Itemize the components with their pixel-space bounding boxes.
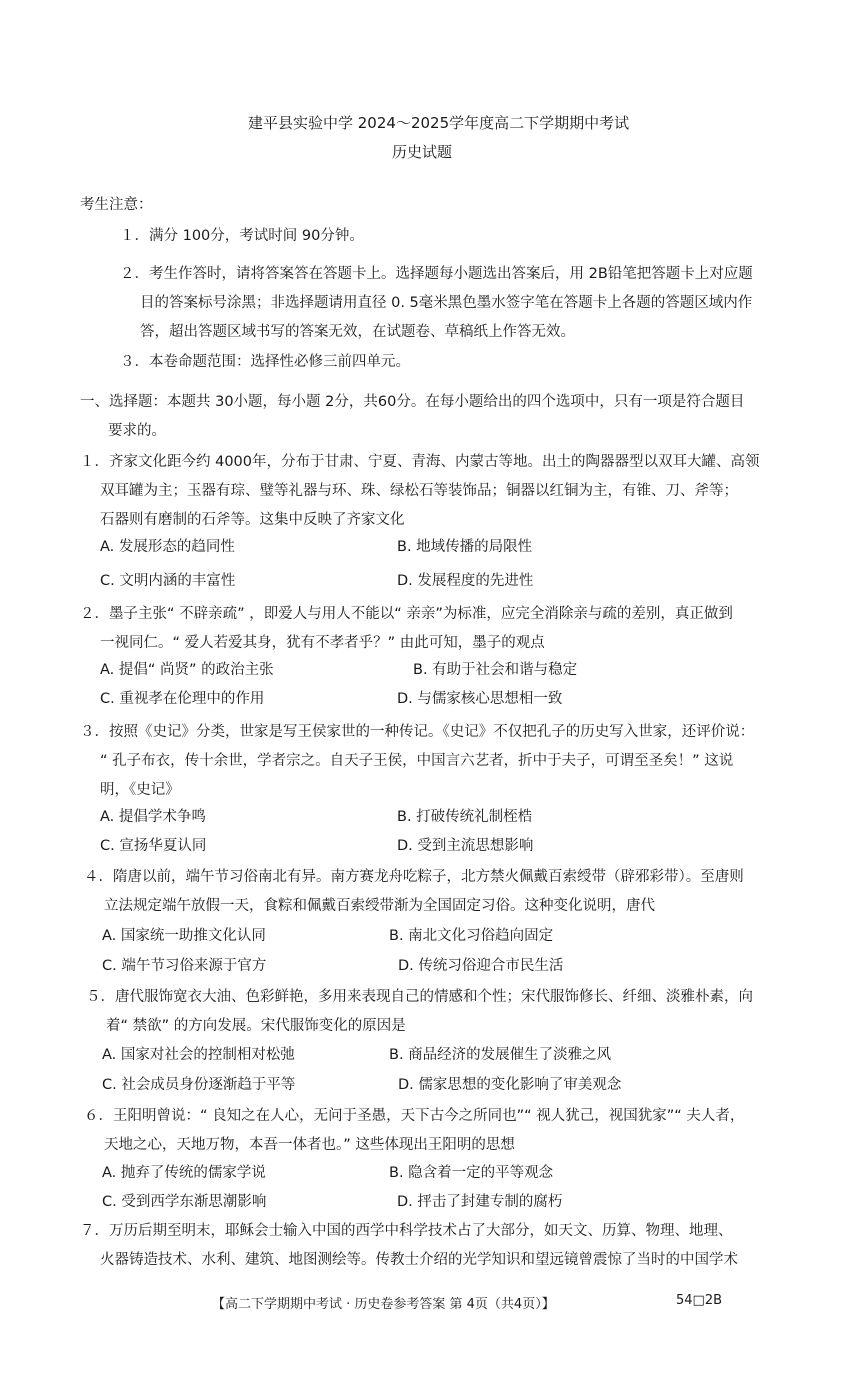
question-6-option-b[interactable]: B. 隐含着一定的平等观念 bbox=[389, 1165, 554, 1181]
question-6-stem-line-2: 天地之心，天地万物，本吾一体者也。” 这些体现出王阳明的思想 bbox=[104, 1137, 515, 1153]
question-5-stem-line-2: 着“ 禁欲” 的方向发展。宋代服饰变化的原因是 bbox=[106, 1018, 406, 1034]
question-6-option-a[interactable]: A. 抛弃了传统的儒家学说 bbox=[102, 1165, 266, 1181]
question-5-option-a[interactable]: A. 国家对社会的控制相对松弛 bbox=[102, 1047, 295, 1063]
question-5-option-d[interactable]: D. 儒家思想的变化影响了审美观念 bbox=[398, 1077, 622, 1093]
question-4-option-c[interactable]: C. 端午节习俗来源于官方 bbox=[102, 958, 267, 974]
exam-title: 建平县实验中学 2024～2025学年度高二下学期期中考试 bbox=[248, 114, 630, 132]
notice-item-3: ３．本卷命题范围：选择性必修三前四单元。 bbox=[120, 354, 410, 370]
question-7-stem-line-2: 火器铸造技术、水利、建筑、地图测绘等。传教士介绍的光学知识和望远镜曾震惊了当时的中国学术 bbox=[100, 1252, 738, 1268]
page-footer: 【高二下学期期中考试 · 历史卷参考答案 第 4页（共4页）】 bbox=[212, 1297, 555, 1312]
question-6-option-c[interactable]: C. 受到西学东渐思潮影响 bbox=[102, 1194, 267, 1210]
question-5-option-c[interactable]: C. 社会成员身份逐渐趋于平等 bbox=[102, 1077, 296, 1093]
question-2-option-a[interactable]: A. 提倡“ 尚贤” 的政治主张 bbox=[100, 662, 274, 678]
paper-code: 54□2B bbox=[676, 1293, 723, 1308]
question-3-option-a[interactable]: A. 提倡学术争鸣 bbox=[100, 809, 206, 825]
question-2-stem-line-2: 一视同仁。“ 爱人若爱其身，犹有不孝者乎？” 由此可知，墨子的观点 bbox=[100, 635, 545, 651]
question-4-option-d[interactable]: D. 传统习俗迎合市民生活 bbox=[398, 958, 564, 974]
question-5-option-b[interactable]: B. 商品经济的发展催生了淡雅之风 bbox=[389, 1047, 612, 1063]
question-1-option-a[interactable]: A. 发展形态的趋同性 bbox=[100, 539, 235, 555]
question-3-option-d[interactable]: D. 受到主流思想影响 bbox=[397, 838, 534, 854]
section-heading-line-2: 要求的。 bbox=[108, 423, 166, 439]
subject-title: 历史试题 bbox=[392, 143, 453, 161]
question-1-stem-line-2: 双耳罐为主；玉器有琮、璧等礼器与环、珠、绿松石等装饰品；铜器以红铜为主，有锥、刀、斧等； bbox=[100, 483, 738, 499]
question-4-stem-line-2: 立法规定端午放假一天，食粽和佩戴百索绶带渐为全国固定习俗。这种变化说明，唐代 bbox=[104, 898, 655, 914]
question-4-option-b[interactable]: B. 南北文化习俗趋向固定 bbox=[389, 928, 554, 944]
question-1-stem-line-1: １．齐家文化距今约 4000年，分布于甘肃、宁夏、青海、内蒙古等地。出土的陶器器型以双耳大罐、高领 bbox=[80, 454, 760, 470]
question-3-stem-line-1: ３．按照《史记》分类，世家是写王侯家世的一种传记。《史记》不仅把孔子的历史写入世家，还评价说： bbox=[80, 724, 755, 740]
question-3-stem-line-2: “ 孔子布衣，传十余世，学者宗之。自天子王侯，中国言六艺者，折中于夫子，可谓至圣矣！” 这说 bbox=[100, 753, 734, 769]
notice-item-2-line-2: 目的答案标号涂黑；非选择题请用直径 0. 5毫米黑色墨水签字笔在答题卡上各题的答题区域内作 bbox=[140, 295, 753, 311]
question-2-option-d[interactable]: D. 与儒家核心思想相一致 bbox=[397, 691, 563, 707]
question-2-stem-line-1: ２．墨子主张“ 不辟亲疏” ，即爱人与用人不能以“ 亲亲”为标准，应完全消除亲与疏的差别，真正做到 bbox=[80, 606, 733, 622]
question-4-stem-line-1: ４．隋唐以前，端午节习俗南北有异。南方赛龙舟吃粽子，北方禁火佩戴百索绶带（辟邪彩带）。至唐则 bbox=[84, 869, 744, 885]
question-1-option-d[interactable]: D. 发展程度的先进性 bbox=[397, 573, 534, 589]
notice-item-2-line-1: ２．考生作答时，请将答案答在答题卡上。选择题每小题选出答案后，用 2B铅笔把答题卡上对应题 bbox=[120, 266, 753, 282]
question-5-stem-line-1: ５．唐代服饰宽衣大油、色彩鲜艳，多用来表现自己的情感和个性；宋代服饰修长、纤细、淡雅朴素，向 bbox=[86, 989, 753, 1005]
question-1-option-b[interactable]: B. 地域传播的局限性 bbox=[397, 539, 533, 555]
question-1-stem-line-3: 石器则有磨制的石斧等。这集中反映了齐家文化 bbox=[100, 512, 405, 528]
notice-item-2-line-3: 答，超出答题区域书写的答案无效，在试题卷、草稿纸上作答无效。 bbox=[140, 324, 575, 340]
question-2-option-c[interactable]: C. 重视孝在伦理中的作用 bbox=[100, 691, 265, 707]
question-3-option-b[interactable]: B. 打破传统礼制桎梏 bbox=[397, 809, 533, 825]
question-4-option-a[interactable]: A. 国家统一助推文化认同 bbox=[102, 928, 266, 944]
question-1-option-c[interactable]: C. 文明内涵的丰富性 bbox=[100, 573, 236, 589]
question-3-stem-line-3: 明，《史记》 bbox=[100, 782, 180, 798]
question-6-stem-line-1: ６．王阳明曾说：“ 良知之在人心，无问于圣愚，天下古今之所同也”“ 视人犹己，视国犹家”“ 夫人者， bbox=[84, 1108, 745, 1124]
notice-heading: 考生注意： bbox=[80, 197, 153, 213]
question-3-option-c[interactable]: C. 宣扬华夏认同 bbox=[100, 838, 207, 854]
notice-item-1: １．满分 100分，考试时间 90分钟。 bbox=[120, 228, 364, 244]
section-heading-line-1: 一、选择题：本题共 30小题，每小题 2分，共60分。在每小题给出的四个选项中，只有一项是符合题目 bbox=[80, 394, 745, 410]
question-7-stem-line-1: ７．万历后期至明末，耶稣会士输入中国的西学中科学技术占了大部分，如天文、历算、物理、地理、 bbox=[80, 1223, 733, 1239]
question-2-option-b[interactable]: B. 有助于社会和谐与稳定 bbox=[413, 662, 578, 678]
question-6-option-d[interactable]: D. 抨击了封建专制的腐朽 bbox=[397, 1194, 563, 1210]
